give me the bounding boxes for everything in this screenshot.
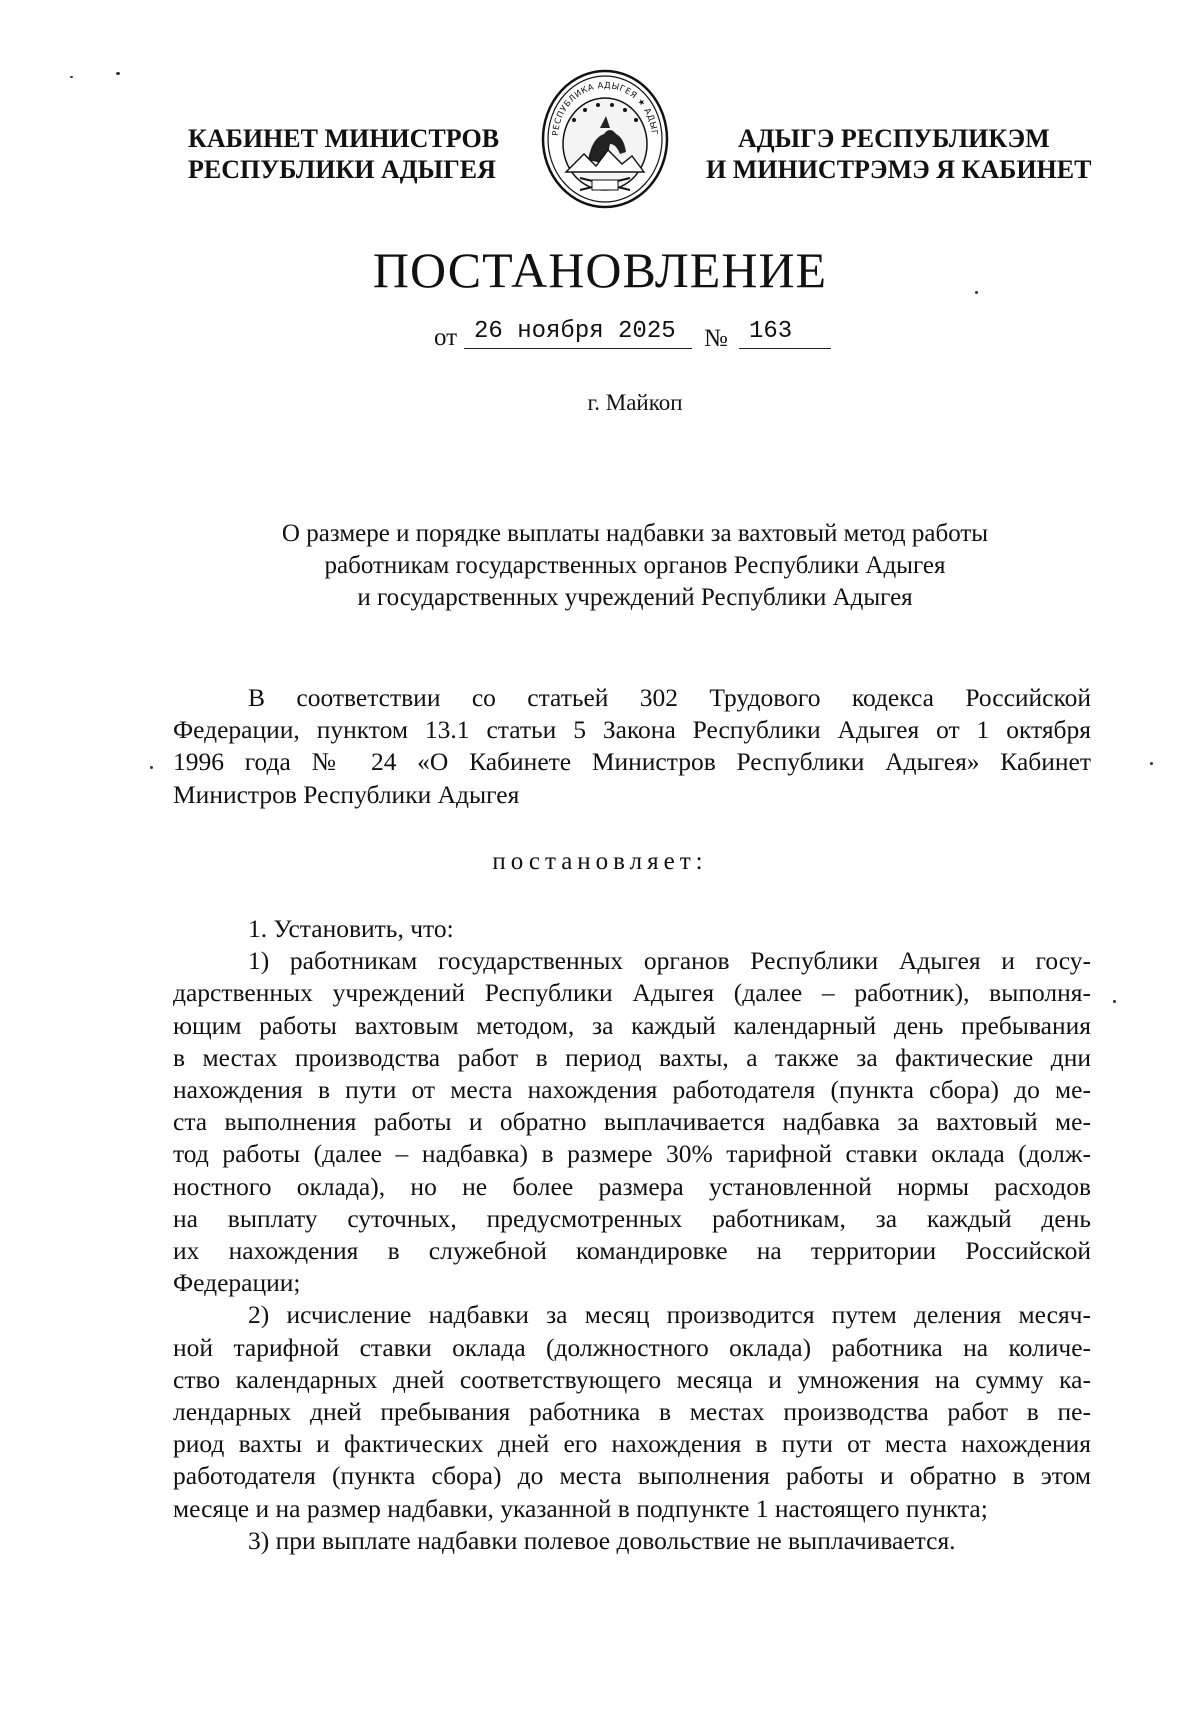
preamble-line: 1996 года № 24 «О Кабинете Министров Республики Адыгея» Кабинет — [173, 747, 1091, 777]
subitem-2-line: ство календарных дней соответствующего месяца и умножения на сумму ка- — [173, 1364, 1091, 1394]
item-1-heading: 1. Установить, что: — [248, 914, 454, 943]
subitem-1-line: их нахождения в служебной командировке на территории Российской — [173, 1236, 1091, 1266]
subitem-2-line: лендарных дней пребывания работника в местах производства работ в пе- — [173, 1397, 1091, 1427]
number-prefix: № — [704, 325, 728, 352]
scan-speck — [116, 72, 120, 75]
subitem-3-line: 3) при выплате надбавки полевое довольствие не выплачивается. — [248, 1525, 956, 1555]
issuer-name-adyghe — [706, 123, 1091, 185]
document-subject — [160, 518, 1110, 614]
subitem-1-line: в местах производства работ в период вахты, а также за фактические дни — [173, 1042, 1091, 1072]
decree-word: постановляет: — [492, 848, 708, 875]
number-value: 163 — [749, 318, 793, 345]
subitem-1-line: ста выполнения работы и обратно выплачивается надбавка за вахтовый ме- — [173, 1107, 1091, 1137]
coat-of-arms-icon — [540, 68, 670, 210]
document-type-title: ПОСТАНОВЛЕНИЕ — [372, 242, 828, 298]
subitem-1-line: дарственных учреждений Республики Адыгея (далее – работник), выполня- — [173, 978, 1091, 1008]
preamble-line: В соответствии со статьей 302 Трудового кодекса Российской — [248, 683, 1091, 712]
subitem-2-line: работодателя (пункта сбора) до места выполнения работы и обратно в этом — [173, 1461, 1091, 1491]
subitem-1-line: 1) работникам государственных органов Республики Адыгея и госу- — [248, 946, 1091, 976]
date-number-line — [434, 318, 834, 358]
issuer-line-1-adyghe: АДЫГЭ РЕСПУБЛИКЭМ — [738, 124, 1050, 153]
city: г. Майкоп — [587, 390, 683, 415]
issuer-line-1: КАБИНЕТ МИНИСТРОВ — [188, 124, 500, 153]
scan-speck — [1150, 762, 1153, 765]
subject-line-2: работникам государственных органов Республики Адыгея — [324, 552, 946, 579]
scan-speck — [975, 291, 978, 294]
subject-line-1: О размере и порядке выплаты надбавки за вахтовый метод работы — [281, 520, 989, 547]
subitem-1-line: Федерации; — [173, 1268, 301, 1298]
subitem-1-line: тод работы (далее – надбавка) в размере 30% тарифной ставки оклада (долж- — [173, 1139, 1091, 1169]
subitem-1-line: ющим работы вахтовым методом, за каждый календарный день пребывания — [173, 1010, 1091, 1040]
scan-speck — [150, 766, 153, 769]
subitem-2-line: месяце и на размер надбавки, указанной в подпункте 1 настоящего пункта; — [173, 1493, 988, 1523]
subject-line-3: и государственных учреждений Республики Адыгея — [357, 584, 913, 611]
issuer-line-2-adyghe: И МИНИСТРЭМЭ Я КАБИНЕТ — [706, 155, 1092, 184]
subitem-1-line: на выплату суточных, предусмотренных работникам, за каждый день — [173, 1203, 1091, 1233]
scan-speck — [1113, 1000, 1116, 1003]
subitem-1-line: ностного оклада), но не более размера установленной нормы расходов — [173, 1171, 1091, 1201]
date-value: 26 ноября 2025 — [474, 318, 676, 345]
preamble-line: Федерации, пунктом 13.1 статьи 5 Закона Республики Адыгея от 1 октября — [173, 715, 1091, 745]
subitem-2-line: риод вахты и фактических дней его нахождения в пути от места нахождения — [173, 1429, 1091, 1459]
subitem-2-line: 2) исчисление надбавки за месяц производится путем деления месяч- — [248, 1300, 1091, 1330]
preamble — [173, 682, 1091, 811]
subitem-1-line: нахождения в пути от места нахождения работодателя (пункта сбора) до ме- — [173, 1075, 1091, 1105]
item-1 — [173, 913, 1091, 1557]
preamble-line: Министров Республики Адыгея — [173, 779, 520, 809]
date-prefix: от — [434, 324, 458, 351]
scan-speck — [70, 76, 73, 78]
svg-text:РЕСПУБЛИКА АДЫГЕЯ ★ АДЫГЭ РЕСП: РЕСПУБЛИКА АДЫГЕЯ ★ АДЫГ — [550, 80, 659, 137]
issuer-line-2: РЕСПУБЛИКИ АДЫГЕЯ — [188, 155, 496, 184]
issuer-name-russian — [188, 123, 499, 185]
subitem-2-line: ной тарифной ставки оклада (должностного оклада) работника на количе- — [173, 1332, 1091, 1362]
